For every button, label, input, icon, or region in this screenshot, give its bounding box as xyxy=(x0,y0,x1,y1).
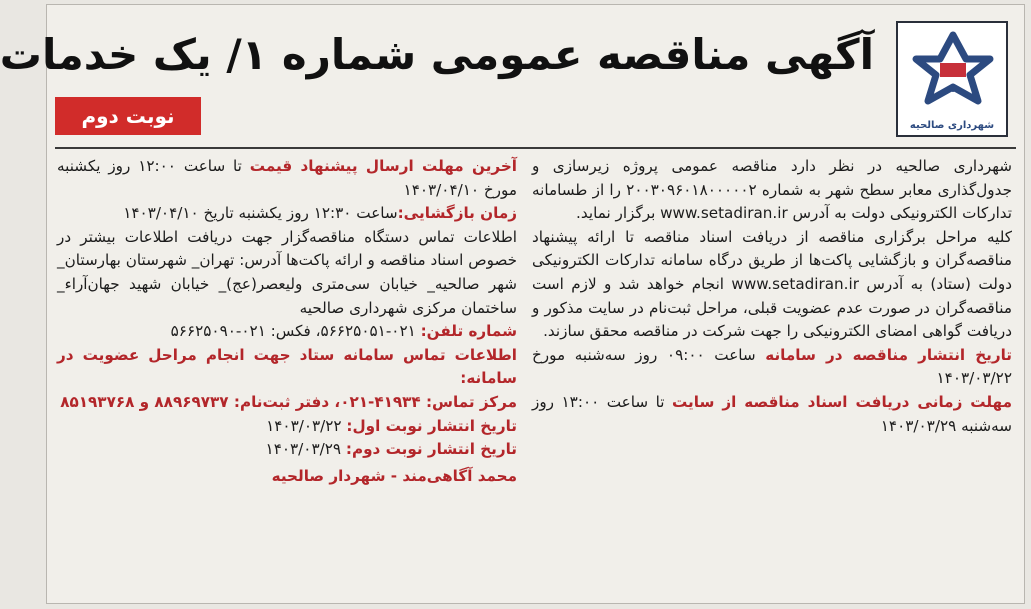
phone-info xyxy=(57,320,517,344)
publish-label: تاریخ انتشار مناقصه در سامانه xyxy=(765,345,1012,364)
contact-address: اطلاعات تماس دستگاه مناقصه‌گزار جهت دریافت اطلاعات بیشتر در خصوص اسناد مناقصه و ارائه پاکت‌ها آدرس: تهران_ شهرستان بهارستان_ شهر صالحیه_ خیابان سی‌متری ولیعصر(عج)_ خیابان شهید جهان‌آراء_ ساختمان مرکزی شهرداری صالحیه xyxy=(57,227,517,317)
setad-contact-label: اطلاعات تماس سامانه ستاد جهت انجام مراحل عضویت در سامانه: xyxy=(57,345,517,388)
first-publish-label: تاریخ انتشار نوبت اول: xyxy=(346,416,517,435)
municipality-logo xyxy=(896,21,1008,137)
second-publish-date: ۱۴۰۳/۰۳/۲۹ xyxy=(265,440,342,459)
download-label: مهلت زمانی دریافت اسناد مناقصه از سایت xyxy=(671,392,1012,411)
publish-text: ساعت ۰۹:۰۰ روز سه‌شنبه مورخ ۱۴۰۳/۰۳/۲۲ xyxy=(532,345,1012,388)
header-divider xyxy=(55,147,1016,149)
notice-title: آگهی مناقصه عمومی شماره ۱/ یک خدمات xyxy=(0,30,874,79)
process-paragraph xyxy=(532,226,1012,344)
deadline-info xyxy=(57,155,517,202)
logo-caption: شهرداری صالحیه xyxy=(909,120,995,131)
second-publish-label: تاریخ انتشار نوبت دوم: xyxy=(345,440,517,459)
publish-info xyxy=(532,344,1012,391)
opening-info xyxy=(57,202,517,226)
left-column xyxy=(57,155,517,488)
download-text: تا ساعت ۱۳:۰۰ روز سه‌شنبه ۱۴۰۳/۰۳/۲۹ xyxy=(532,392,1012,435)
first-publish-date: ۱۴۰۳/۰۳/۲۲ xyxy=(266,416,342,435)
download-info xyxy=(532,391,1012,438)
signature: محمد آگاهی‌مند - شهردار صالحیه xyxy=(271,466,517,485)
right-column xyxy=(532,155,1012,438)
first-publish-info xyxy=(57,415,517,439)
round-badge: نوبت دوم xyxy=(55,97,201,135)
phone-label: شماره تلفن: xyxy=(420,322,517,341)
deadline-text: تا ساعت ۱۲:۰۰ روز یکشنبه مورخ ۱۴۰۳/۰۴/۱۰ xyxy=(57,157,517,199)
notice-page xyxy=(0,4,1025,604)
intro-end: برگزار نماید. xyxy=(576,204,661,223)
process-end: انجام خواهد شد و لازم است مناقصه‌گران در صورت عدم عضویت قبلی، مراحل ثبت‌نام در سایت مذکور و دریافت گواهی امضای الکترونیکی را جهت شرکت در مناقصه محقق سازند. xyxy=(532,274,1012,341)
intro-text: شهرداری صالحیه در نظر دارد مناقصه عمومی پروژه زیرسازی و جدول‌گذاری معابر سطح شهر به شماره ۲۰۰۳۰۹۶۰۱۸۰۰۰۰۰۲ را از طسامانه تدارکات الکترونیکی دولت به آدرس xyxy=(532,157,1012,223)
call-center-info: مرکز تماس: ۴۱۹۳۴-۰۲۱، دفتر ثبت‌نام: ۸۸۹۶۹۷۳۷ و ۸۵۱۹۳۷۶۸ xyxy=(60,392,517,411)
phone-text: ۰۲۱-۵۶۶۲۵۰۵۱، فکس: ۰۲۱-۵۶۶۲۵۰۹۰ xyxy=(170,322,416,341)
setad-url-1[interactable]: www.setadiran.ir xyxy=(660,204,788,223)
opening-label: زمان بازگشایی: xyxy=(397,204,517,223)
second-publish-info xyxy=(57,438,517,462)
process-text: کلیه مراحل برگزاری مناقصه از دریافت اسناد مناقصه تا ارائه پیشنهاد مناقصه‌گران و بازگشایی پاکت‌ها از طریق درگاه سامانه تدارکات الکترونیکی دولت (ستاد) به آدرس xyxy=(532,227,1012,293)
logo-star-icon xyxy=(910,29,996,115)
deadline-label: آخرین مهلت ارسال پیشنهاد قیمت xyxy=(249,157,517,175)
opening-text: ساعت ۱۲:۳۰ روز یکشنبه تاریخ ۱۴۰۳/۰۴/۱۰ xyxy=(123,204,398,223)
setad-url-2[interactable]: www.setadiran.ir xyxy=(731,274,859,293)
intro-paragraph xyxy=(532,155,1012,226)
